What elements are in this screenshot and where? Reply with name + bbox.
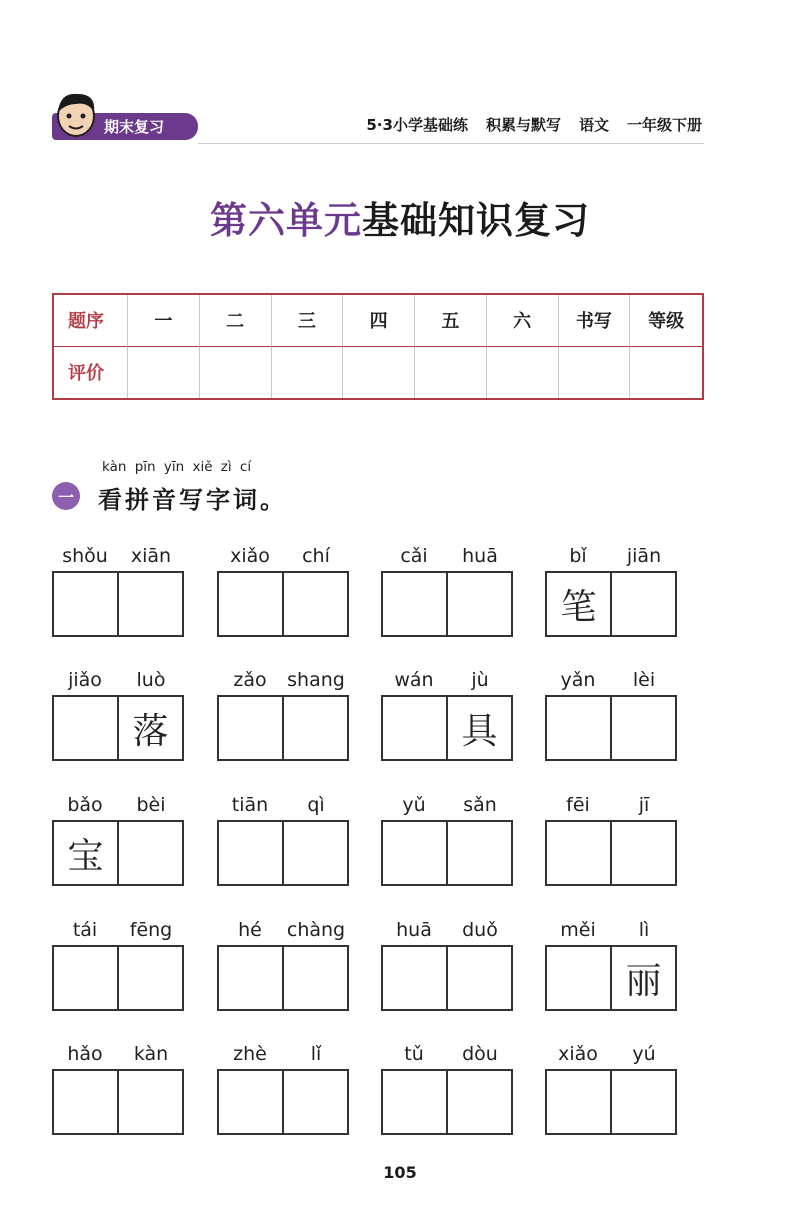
char-box[interactable] xyxy=(284,1071,347,1133)
table-header-cell: 五 xyxy=(415,295,487,347)
char-box[interactable]: 落 xyxy=(132,710,169,752)
char-box[interactable] xyxy=(219,947,284,1009)
pinyin-row xyxy=(52,1035,184,1065)
table-header-cell: 书写 xyxy=(559,295,631,347)
pinyin-row xyxy=(545,1035,677,1065)
pinyin-syllable: luò xyxy=(136,669,166,691)
pinyin-syllable: zhè xyxy=(233,1043,267,1065)
pinyin-row xyxy=(381,1035,513,1065)
char-box[interactable] xyxy=(383,822,448,884)
word-item xyxy=(217,537,349,637)
pinyin-syllable: jī xyxy=(638,794,650,816)
word-item xyxy=(545,786,677,886)
pinyin-syllable: shǒu xyxy=(62,545,108,567)
word-item xyxy=(381,786,513,886)
pinyin-row xyxy=(217,661,349,691)
char-box[interactable] xyxy=(383,573,448,635)
char-box[interactable] xyxy=(284,947,347,1009)
pinyin-syllable: lèi xyxy=(632,669,656,691)
writing-boxes xyxy=(217,820,349,886)
table-header-cell: 二 xyxy=(200,295,272,347)
char-box[interactable] xyxy=(612,573,675,635)
pinyin-row xyxy=(217,786,349,816)
writing-boxes xyxy=(545,695,677,761)
book-name: 积累与默写 xyxy=(485,116,561,134)
char-box[interactable]: 笔 xyxy=(547,573,612,635)
pinyin-syllable: bǐ xyxy=(569,545,587,567)
pinyin-row xyxy=(52,786,184,816)
grade: 一年级下册 xyxy=(626,116,702,134)
table-header-cell: 四 xyxy=(343,295,415,347)
pinyin-syllable: shang xyxy=(287,669,345,691)
pinyin-syllable: wán xyxy=(394,669,434,691)
title-topic: 基础知识复习 xyxy=(362,199,590,242)
writing-boxes xyxy=(52,945,184,1011)
table-header-cell: 六 xyxy=(487,295,559,347)
pinyin-row xyxy=(545,661,677,691)
score-cell[interactable] xyxy=(559,347,631,399)
pinyin-syllable: bèi xyxy=(136,794,166,816)
word-item xyxy=(52,786,184,886)
pinyin-syllable: tái xyxy=(72,919,98,941)
word-item xyxy=(52,1035,184,1135)
table-header-cell: 一 xyxy=(128,295,200,347)
writing-boxes xyxy=(217,1069,349,1135)
pinyin-row xyxy=(545,911,677,941)
pinyin-syllable: tǔ xyxy=(404,1043,424,1065)
pinyin-syllable: fēi xyxy=(566,794,590,816)
section-number: 一 xyxy=(52,482,80,510)
section-title: 看拼音写字词。 xyxy=(98,486,287,514)
score-cell[interactable] xyxy=(343,347,415,399)
char-box[interactable] xyxy=(547,1071,612,1133)
writing-boxes xyxy=(545,945,677,1011)
word-item xyxy=(217,786,349,886)
word-item xyxy=(381,1035,513,1135)
word-item xyxy=(545,537,677,637)
char-box[interactable] xyxy=(383,1071,448,1133)
pinyin-syllable: yǎn xyxy=(560,669,596,691)
char-box[interactable] xyxy=(448,1071,511,1133)
pinyin-syllable: jiān xyxy=(626,545,662,567)
char-box[interactable] xyxy=(119,822,182,884)
title-unit: 第六单元 xyxy=(210,199,362,242)
writing-boxes xyxy=(52,695,184,761)
char-box[interactable] xyxy=(448,573,511,635)
writing-boxes xyxy=(217,945,349,1011)
pinyin-syllable: kàn xyxy=(133,1043,169,1065)
table-row-label: 题序 xyxy=(54,295,128,347)
char-box[interactable] xyxy=(119,947,182,1009)
score-cell[interactable] xyxy=(272,347,344,399)
pinyin-row xyxy=(52,537,184,567)
writing-boxes xyxy=(381,1069,513,1135)
table-header-cell: 等级 xyxy=(630,295,702,347)
score-table xyxy=(52,293,704,400)
score-cell[interactable] xyxy=(487,347,559,399)
pinyin-syllable: chí xyxy=(302,545,330,567)
pinyin-syllable: cǎi xyxy=(400,545,428,567)
pinyin-syllable: xiǎo xyxy=(230,545,270,567)
pinyin-row xyxy=(217,1035,349,1065)
pinyin-syllable: jiǎo xyxy=(68,669,102,691)
pinyin-row xyxy=(52,661,184,691)
char-box[interactable] xyxy=(612,697,675,759)
writing-boxes xyxy=(381,945,513,1011)
pinyin-syllable: zǎo xyxy=(233,669,267,691)
char-box[interactable] xyxy=(448,822,511,884)
series-name: 5·3小学基础练 xyxy=(366,116,468,134)
pinyin-row xyxy=(381,661,513,691)
writing-boxes xyxy=(217,571,349,637)
char-box[interactable]: 宝 xyxy=(54,822,119,884)
table-header-cell: 三 xyxy=(272,295,344,347)
writing-boxes xyxy=(545,1069,677,1135)
boy-mascot-icon xyxy=(48,86,104,148)
char-box[interactable] xyxy=(547,822,612,884)
char-box[interactable] xyxy=(119,1071,182,1133)
pinyin-syllable: bǎo xyxy=(67,794,103,816)
word-item xyxy=(52,661,184,761)
pinyin-row xyxy=(545,786,677,816)
char-box[interactable] xyxy=(284,697,347,759)
score-cell[interactable] xyxy=(630,347,702,399)
char-box[interactable] xyxy=(119,573,182,635)
writing-boxes xyxy=(381,571,513,637)
page-number: 105 xyxy=(383,1163,417,1182)
score-cell[interactable] xyxy=(415,347,487,399)
char-box[interactable] xyxy=(219,822,284,884)
pinyin-syllable: fēng xyxy=(129,919,173,941)
char-box[interactable] xyxy=(612,822,675,884)
header-divider xyxy=(198,143,704,144)
pinyin-syllable: dòu xyxy=(462,1043,498,1065)
char-box[interactable] xyxy=(54,947,119,1009)
writing-boxes xyxy=(52,820,184,886)
char-box[interactable] xyxy=(383,697,448,759)
pinyin-row xyxy=(217,537,349,567)
word-item xyxy=(381,661,513,761)
char-box[interactable] xyxy=(547,697,612,759)
pinyin-syllable: lǐ xyxy=(310,1043,322,1065)
word-item xyxy=(217,1035,349,1135)
char-box[interactable] xyxy=(219,697,284,759)
char-box[interactable] xyxy=(547,947,612,1009)
word-item xyxy=(217,911,349,1011)
pinyin-syllable: hé xyxy=(238,919,262,941)
pinyin-syllable: huā xyxy=(462,545,498,567)
char-box[interactable]: 具 xyxy=(461,710,498,752)
char-box[interactable] xyxy=(383,947,448,1009)
char-box[interactable] xyxy=(448,947,511,1009)
writing-boxes xyxy=(381,820,513,886)
char-box[interactable] xyxy=(219,1071,284,1133)
writing-boxes xyxy=(545,571,677,637)
score-cell[interactable] xyxy=(128,347,200,399)
pinyin-syllable: lì xyxy=(638,919,650,941)
word-item xyxy=(52,911,184,1011)
writing-boxes xyxy=(52,1069,184,1135)
writing-boxes xyxy=(52,571,184,637)
subject: 语文 xyxy=(578,116,609,134)
writing-boxes xyxy=(217,695,349,761)
pinyin-row xyxy=(381,911,513,941)
char-box[interactable] xyxy=(284,822,347,884)
pinyin-row xyxy=(381,786,513,816)
word-item xyxy=(545,661,677,761)
writing-boxes xyxy=(381,695,513,761)
char-box[interactable]: 丽 xyxy=(625,960,662,1002)
section-pinyin: kàn pīn yīn xiě zì cí xyxy=(102,459,252,475)
word-item xyxy=(217,661,349,761)
char-box[interactable] xyxy=(612,1071,675,1133)
char-box[interactable] xyxy=(54,697,119,759)
char-box[interactable] xyxy=(54,573,119,635)
word-item xyxy=(381,537,513,637)
word-item xyxy=(545,1035,677,1135)
word-item xyxy=(52,537,184,637)
pinyin-row xyxy=(545,537,677,567)
pinyin-syllable: měi xyxy=(560,919,596,941)
pinyin-syllable: xiǎo xyxy=(558,1043,598,1065)
pinyin-syllable: sǎn xyxy=(463,794,497,816)
badge-label: 期末复习 xyxy=(104,118,165,136)
char-box[interactable] xyxy=(284,573,347,635)
book-info xyxy=(366,114,702,135)
pinyin-syllable: qì xyxy=(307,794,325,816)
pinyin-syllable: yǔ xyxy=(402,794,426,816)
pinyin-syllable: hǎo xyxy=(67,1043,103,1065)
pinyin-syllable: jù xyxy=(471,669,489,691)
pinyin-syllable: huā xyxy=(396,919,432,941)
pinyin-row xyxy=(52,911,184,941)
pinyin-syllable: yú xyxy=(632,1043,656,1065)
pinyin-syllable: chàng xyxy=(286,919,346,941)
page-title xyxy=(0,190,800,244)
pinyin-syllable: duǒ xyxy=(462,919,498,941)
char-box[interactable] xyxy=(219,573,284,635)
word-item xyxy=(545,911,677,1011)
pinyin-row xyxy=(381,537,513,567)
table-row-label: 评价 xyxy=(54,347,128,399)
score-cell[interactable] xyxy=(200,347,272,399)
word-item xyxy=(381,911,513,1011)
pinyin-syllable: xiān xyxy=(130,545,172,567)
pinyin-syllable: tiān xyxy=(231,794,269,816)
char-box[interactable] xyxy=(54,1071,119,1133)
writing-boxes xyxy=(545,820,677,886)
pinyin-row xyxy=(217,911,349,941)
